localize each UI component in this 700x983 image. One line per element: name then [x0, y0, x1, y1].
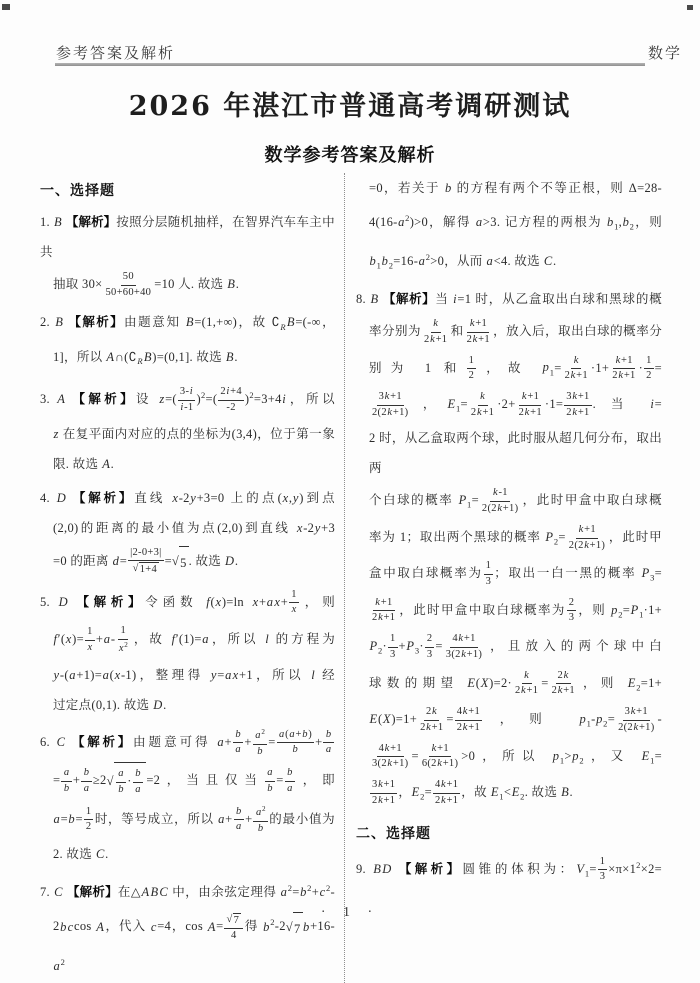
fraction: $\frac{1}{3}$	[485, 560, 492, 587]
fraction: $\frac{b}{a}$	[233, 729, 244, 757]
solution-line: 2. 故选 C.	[53, 847, 109, 862]
solution-block	[356, 173, 662, 280]
solution-line: $\frac{3k+1}{2(2k+1)}$ ，$E_1=$ $\frac{k}{2k+1}$ ·2+ $\frac{k+1}{2k+1}$ ·1= $\frac{3k+1}{2k+1}$ . 当 i=	[372, 390, 662, 418]
fraction: $\frac{2}{3}$	[568, 596, 575, 624]
solution-line: =0 的距离 d= |2-0+3| √ 1+4 = √ 5 . 故选 D.	[40, 543, 335, 581]
fraction: $\frac{k+1}{2k+1}$	[518, 390, 542, 418]
solution-line: 2. B 【解析】由题意知 B=(1,+∞)，故 $∁_RB=(-\infty$，	[40, 315, 335, 332]
fraction: $\frac{a^2}{b}$	[253, 805, 267, 836]
solution-line: f′(x)= $\frac{1}{x}$ +a- $\frac{1}{x^2}$ ，故 f′(1)=a，所以 l 的方程为	[53, 624, 335, 655]
fraction: $\frac{3k+1}{2(2k+1)}$	[372, 390, 409, 418]
solution-line: E(X)=1+ $\frac{2k}{2k+1}$ = $\frac{4k+1}{2k+1}$ ，则 $p_1-p_2=$ $\frac{3k+1}{2(2k+1)}$ -	[369, 706, 662, 733]
solution-line: a=b= $\frac{1}{2}$ 时，等号成立，所以 a+ $\frac{b}{a}$ + $\frac{a^2}{b}$ 的最小值为	[53, 804, 335, 834]
solution-line: 抽取 30× $\frac{50}{50+60+40}$ =10 人. 故选 B.	[53, 271, 240, 298]
solution-line: 4. D 【解析】直线 x-2y+3=0 上的点(x,y)到点	[40, 490, 335, 505]
analysis-label: 【解析】	[68, 315, 124, 330]
fraction: $\frac{k}{2k+1}$	[564, 354, 588, 382]
solution-line: $P_2\cdot$ $\frac{1}{3}$ $+P_3\cdot$ $\frac{2}{3}$ = $\frac{4k+1}{3(2k+1)}$ ，且放入的两个球中白	[369, 633, 662, 660]
fraction: $\frac{k}{2k+1}$	[470, 390, 495, 418]
analysis-label: 【解析】	[71, 734, 133, 749]
fraction: $\frac{k-1}{2(2k+1)}$	[481, 487, 519, 515]
fraction: $\frac{b}{a}$	[323, 729, 334, 757]
solution-block	[40, 585, 335, 720]
solution-block	[356, 284, 662, 811]
page-number: · 1 ·	[320, 905, 380, 920]
solution-line: =0，若关于 b 的方程有两个不等正根，则 Δ=28-	[369, 181, 663, 195]
answer-key-subtitle: 数学参考答案及解析	[264, 145, 436, 165]
solution-line: (2,0)的距离的最小值为点(2,0)到直线 x-2y+3	[53, 520, 335, 535]
solution-block	[40, 724, 335, 870]
solution-line: 7. C 【解析】在△ABC 中，由余弦定理得 $a^2=b^2+c^2-$	[40, 883, 335, 900]
solution-line: 盒中取白球概率为 $\frac{1}{3}$ ；取出一白一黑的概率 $P_3=$	[369, 560, 662, 587]
solution-line: 率分别为 $\frac{k}{2k+1}$ 和 $\frac{k+1}{2k+1}$ ，放入后，取出白球的概率分	[369, 318, 662, 345]
fraction: $\frac{2k}{2k+1}$	[420, 706, 444, 733]
exam-title: 2026 年湛江市普通高考调研测试	[128, 91, 572, 122]
fraction: $\frac{a}{b}$	[265, 767, 276, 795]
radical: √ 1+4	[132, 563, 158, 576]
radical: √ 5	[172, 546, 189, 578]
fraction: $\frac{3-i}{i-1}$	[179, 386, 194, 413]
fraction: $\frac{1}{x}$	[291, 588, 297, 616]
fraction: $\frac{50}{50+60+40}$	[105, 271, 152, 298]
analysis-label: 【解析】	[72, 392, 136, 407]
fraction: $\frac{k}{2k+1}$	[514, 669, 539, 697]
fraction: $\frac{3k+1}{2k+1}$	[372, 779, 396, 806]
fraction: $\frac{2i+4}{-2}$	[220, 386, 242, 413]
fraction: $\frac{1}{3}$	[599, 855, 606, 883]
solution-line: y-(a+1)=a(x-1)，整理得 y=ax+1，所以 l 经	[53, 667, 335, 682]
fraction: $\frac{2}{3}$	[426, 633, 433, 660]
fraction: $\frac{k+1}{2k+1}$	[466, 318, 490, 345]
scan-mark-top-right	[687, 5, 693, 10]
solution-line: 球数的期望 E(X)=2· $\frac{k}{2k+1}$ = $\frac{2k}{2k+1}$ ，则 $E_2=1+$	[369, 669, 662, 697]
solution-line: 过定点(0,1). 故选 D.	[53, 697, 167, 712]
fraction: $\frac{1}{x^2}$	[118, 624, 129, 655]
two-column-body	[40, 173, 662, 983]
fraction: $\frac{a}{b}$	[116, 768, 127, 796]
scan-mark-top-left	[2, 4, 10, 10]
fraction: |2-0+3| √ 1+4	[130, 546, 162, 576]
fraction: $\frac{k}{2k+1}$	[424, 318, 448, 345]
solution-block	[40, 380, 335, 478]
left-column	[40, 173, 344, 983]
solution-block	[40, 307, 335, 376]
solution-block	[40, 873, 335, 981]
header-right-label: 数学	[647, 46, 682, 62]
header-rule	[55, 63, 645, 66]
solution-block	[356, 850, 662, 889]
section-heading: 一、选择题	[40, 182, 115, 198]
solution-line: 3. A 【解析】设 z=( $\frac{3-i}{i-1}$ )$^2$=( $\frac{2i+4}{-2}$ )$^2$=3+4i，所以	[40, 386, 335, 413]
analysis-label: 【解析】	[398, 861, 463, 876]
radical: √ 7	[286, 912, 303, 944]
solution-line: 2 时，从乙盒取两个球，此时服从超几何分布，取出两	[369, 431, 662, 476]
fraction: $\frac{b}{a}$	[133, 768, 144, 796]
solution-line: $b_1b_2=16-a^2>0$，从而 a<4. 故选 C.	[369, 251, 557, 271]
fraction: $\frac{4k+1}{2k+1}$	[434, 779, 459, 806]
right-column	[344, 173, 662, 983]
solution-line: 率为 1；取出两个黑球的概率 $P_2=$ $\frac{k+1}{2(2k+1)}$ ，此时甲	[369, 523, 662, 551]
solution-line: 1]，所以 $A\cap(∁_RB)=(0,1]$. 故选 B.	[53, 349, 238, 367]
solution-line: 5. D 【解析】令函数 f(x)=ln x+ax+ $\frac{1}{x}$ ，则	[40, 588, 335, 616]
solution-line: 别为 1 和 $\frac{1}{2}$ ，故 $p_1=$ $\frac{k}{2k+1}$ ·1+ $\frac{k+1}{2k+1}$ · $\frac{1}{2}$ =	[369, 354, 662, 382]
page-header	[56, 42, 682, 63]
solution-line: 限. 故选 A.	[53, 456, 115, 471]
analysis-label: 【解析】	[65, 215, 117, 229]
solution-line: 1. B 【解析】按照分层随机抽样，在智界汽车车主中共	[40, 215, 335, 259]
fraction: $\frac{2k}{2k+1}$	[551, 669, 575, 697]
analysis-label: 【解析】	[76, 594, 146, 609]
solution-line: $\frac{k+1}{2k+1}$ ，此时甲盒中取白球概率为 $\frac{2}{3}$ ，则 $p_2=P_1\cdot 1+$	[372, 596, 662, 624]
fraction: √ 7 4	[224, 913, 243, 943]
fraction: $\frac{a(a+b)}{b}$	[277, 729, 315, 757]
fraction: $\frac{k+1}{2(2k+1)}$	[568, 523, 606, 551]
solution-line: z 在复平面内对应的点的坐标为(3,4)，位于第一象	[53, 426, 335, 441]
radical: √ 7	[226, 913, 240, 926]
fraction: $\frac{b}{a}$	[234, 806, 245, 834]
solution-line: 2bccos A，代入 c=4，cos A= √ 7 4 得 $b^2-2$ √ 7 $b+16-a^2$	[53, 913, 335, 973]
fraction: $\frac{4k+1}{2k+1}$	[456, 706, 481, 733]
fraction: $\frac{1}{x}$	[87, 626, 93, 653]
fraction: $\frac{b}{a}$	[81, 767, 92, 795]
header-left-label: 参考答案及解析	[56, 46, 176, 62]
fraction: $\frac{a^2}{b}$	[253, 728, 267, 759]
solution-block	[40, 483, 335, 581]
fraction: $\frac{3k+1}{2k+1}$	[566, 390, 590, 418]
fraction: $\frac{k+1}{2k+1}$	[372, 596, 396, 624]
fraction: $\frac{4k+1}{3(2k+1)}$	[372, 742, 409, 770]
solution-line: 9. BD 【解析】圆锥的体积为：$V_1=$ $\frac{1}{3}$ $\times\pi\times 1^2\times 2=$	[356, 855, 662, 883]
fraction: $\frac{1}{2}$	[468, 354, 475, 382]
analysis-label: 【解析】	[66, 885, 118, 900]
fraction: $\frac{1}{2}$	[646, 354, 652, 382]
solution-line: 个白球的概率 $P_1=$ $\frac{k-1}{2(2k+1)}$ ，此时甲盒中取白球概	[369, 487, 662, 515]
solution-line: = $\frac{a}{b}$ + $\frac{b}{a}$ ≥2 √ $\frac{a}{b}$ · $\frac{b}{a}$ =2，当且仅当 $\frac{a}{b}$ = $\frac{b}{a}$ ，即	[40, 762, 335, 800]
fraction: $\frac{k+1}{6(2k+1)}$	[421, 742, 459, 770]
analysis-label: 【解析】	[72, 490, 135, 505]
fraction: $\frac{4k+1}{3(2k+1)}$	[445, 633, 483, 660]
fraction: $\frac{a}{b}$	[61, 767, 72, 795]
section-heading: 二、选择题	[356, 824, 431, 841]
solution-line: $4(16-a^2)>0$，解得 a>3. 记方程的两根为 $b_1,b_2$，则	[369, 213, 663, 232]
fraction: $\frac{1}{3}$	[389, 633, 396, 660]
analysis-label: 【解析】	[382, 292, 436, 307]
fraction: $\frac{k+1}{2k+1}$	[612, 354, 636, 382]
solution-block	[40, 207, 335, 303]
solution-line: 6. C 【解析】由题意可得 a+ $\frac{b}{a}$ + $\frac{a^2}{b}$ = $\frac{a(a+b)}{b}$ + $\frac{b}{a}$	[40, 724, 335, 763]
solution-line: $\frac{4k+1}{3(2k+1)}$ = $\frac{k+1}{6(2k+1)}$ >0，所以 $p_1>p_2$，又 $E_1=$	[372, 742, 662, 770]
radical: √ $\frac{a}{b}$ · $\frac{b}{a}$	[107, 762, 147, 800]
fraction: $\frac{b}{a}$	[285, 767, 296, 795]
fraction: $\frac{3k+1}{2(2k+1)}$	[618, 706, 655, 733]
solution-line: 8. B 【解析】当 i=1 时，从乙盒取出白球和黑球的概	[356, 292, 663, 307]
fraction: $\frac{1}{2}$	[85, 805, 92, 833]
solution-line: $\frac{3k+1}{2k+1}$ ，$E_2=$ $\frac{4k+1}{2k+1}$ ，故 $E_1<E_2$. 故选 B.	[372, 779, 573, 806]
